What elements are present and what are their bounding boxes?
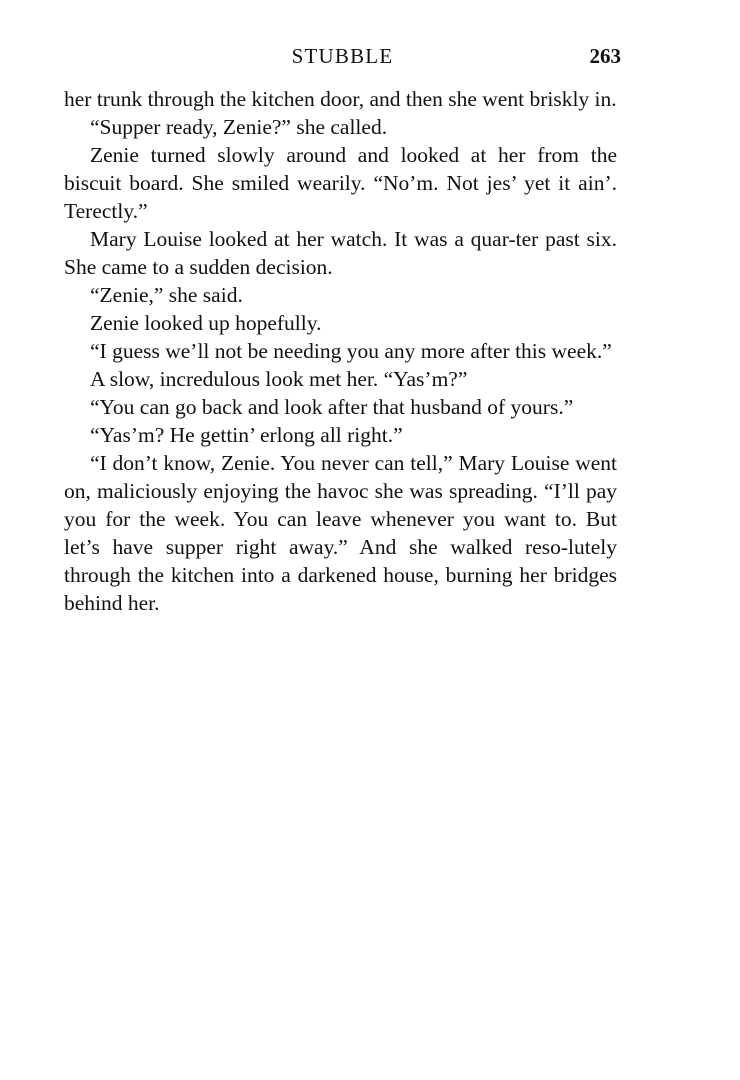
paragraph: “I don’t know, Zenie. You never can tell,” Mary Louise went on, maliciously enjoying the havoc she was spreading. “I’ll pay you for the week. You can leave whenever you want to. But let’s have supper right away.” And she walked reso-lutely through the kitchen into a darkened house, burning her bridges behind her.	[64, 451, 617, 615]
paragraph: her trunk through the kitchen door, and then she went briskly in.	[64, 87, 617, 111]
paragraph: A slow, incredulous look met her. “Yas’m?”	[90, 367, 468, 391]
paragraph: Zenie looked up hopefully.	[90, 311, 322, 335]
paragraph: “Zenie,” she said.	[90, 283, 243, 307]
paragraph: Zenie turned slowly around and looked at her from the biscuit board. She smiled wearily. “No’m. Not jes’ yet it ain’. Terectly.”	[64, 143, 617, 223]
paragraph: “Supper ready, Zenie?” she called.	[90, 115, 388, 139]
body-text	[64, 85, 617, 617]
paragraph: “Yas’m? He gettin’ erlong all right.”	[90, 423, 403, 447]
running-head	[64, 44, 621, 74]
paragraph: Mary Louise looked at her watch. It was a quar-ter past six. She came to a sudden decision.	[64, 227, 617, 279]
paragraph: “You can go back and look after that husband of yours.”	[90, 395, 574, 419]
running-title: STUBBLE	[291, 44, 394, 68]
paragraph: “I guess we’ll not be needing you any more after this week.”	[90, 339, 612, 363]
page-number: 263	[589, 44, 621, 68]
